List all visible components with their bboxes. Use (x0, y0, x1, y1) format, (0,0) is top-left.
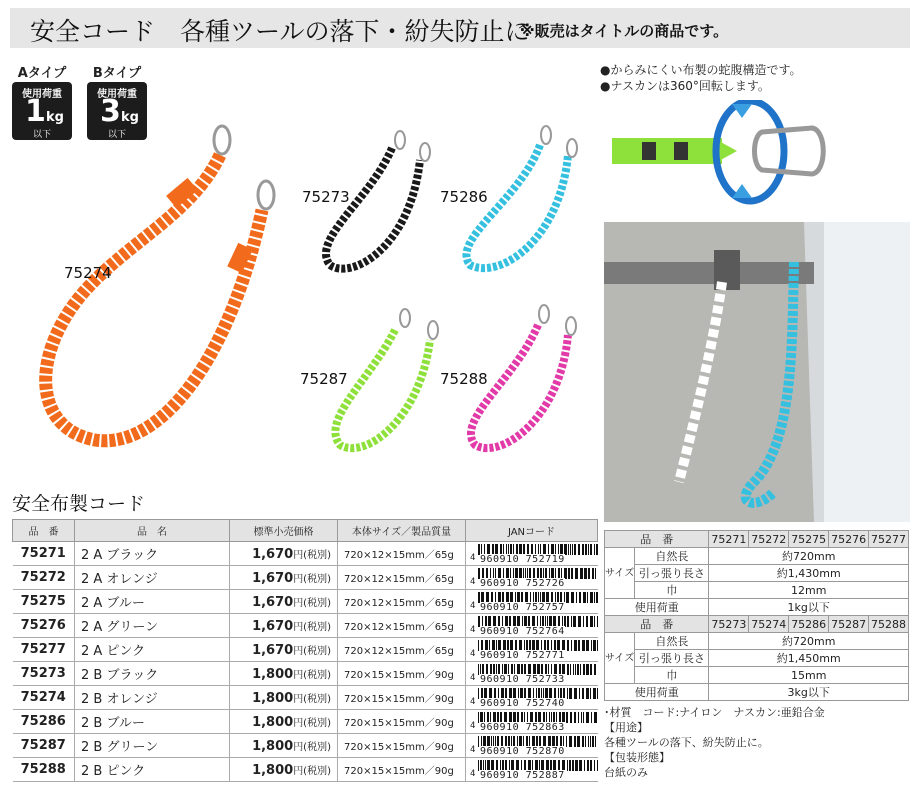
header-size: 本体サイズ／製品質量 (338, 520, 466, 542)
jan-code (466, 566, 598, 590)
product-code: 75273 (13, 662, 75, 686)
table-header-row (13, 520, 598, 542)
spec-a-stretched: 約1,430mm (709, 565, 909, 582)
product-name: 2 B ブルー (75, 710, 230, 734)
header-jan: JANコード (466, 520, 598, 542)
jan-prefix: 4 (470, 745, 476, 755)
price-value: 1,670 (252, 546, 294, 562)
price-value: 1,670 (252, 594, 294, 610)
spec-b-natural-length: 約720mm (709, 633, 909, 650)
product-price (230, 710, 338, 734)
product-label-75288: 75288 (440, 370, 488, 388)
spec-b-stretched: 約1,450mm (709, 650, 909, 667)
product-name: 2 A グリーン (75, 614, 230, 638)
jan-digits: 960910 752887 (480, 770, 565, 781)
product-price (230, 614, 338, 638)
price-tax: 円(税別) (293, 669, 331, 681)
product-name: 2 B ピンク (75, 758, 230, 782)
spec-b-width: 15mm (709, 667, 909, 684)
price-tax: 円(税別) (293, 573, 331, 585)
spec-a-code: 75276 (829, 531, 869, 548)
price-value: 1,800 (252, 714, 294, 730)
spec-a-code: 75271 (709, 531, 749, 548)
product-price (230, 662, 338, 686)
jan-code (466, 662, 598, 686)
spec-b-code: 75287 (829, 616, 869, 633)
jan-digits: 960910 752726 (480, 578, 565, 589)
load-badge-suffix: 以下 (32, 130, 51, 140)
product-rows (13, 542, 598, 782)
jan-prefix: 4 (470, 769, 476, 779)
jan-prefix: 4 (470, 553, 476, 563)
spec-a-code: 75272 (749, 531, 789, 548)
cord-75287-image (335, 309, 438, 448)
product-code: 75287 (13, 734, 75, 758)
product-price (230, 590, 338, 614)
jan-digits: 960910 752740 (480, 698, 565, 709)
table-row (13, 758, 598, 782)
product-price (230, 734, 338, 758)
product-name: 2 A ブラック (75, 542, 230, 566)
price-value: 1,800 (252, 690, 294, 706)
price-tax: 円(税別) (293, 549, 331, 561)
jan-code (466, 710, 598, 734)
spec-b-size-label: サイズ (605, 633, 635, 684)
product-label-75273: 75273 (302, 188, 350, 206)
spec-b-code: 75288 (869, 616, 909, 633)
jan-digits: 960910 752764 (480, 626, 565, 637)
spec-b-natural-length-label: 自然長 (635, 633, 709, 650)
price-tax: 円(税別) (293, 621, 331, 633)
spec-b-code: 75273 (709, 616, 749, 633)
jan-code (466, 542, 598, 566)
product-code: 75286 (13, 710, 75, 734)
product-name: 2 B ブラック (75, 662, 230, 686)
product-name: 2 A オレンジ (75, 566, 230, 590)
product-name: 2 A ブルー (75, 590, 230, 614)
jan-code (466, 614, 598, 638)
price-tax: 円(税別) (293, 693, 331, 705)
spec-b-load-label: 使用荷重 (605, 684, 709, 701)
product-size: 720×15×15mm／90g (338, 662, 466, 686)
spec-a-code: 75277 (869, 531, 909, 548)
package-title: 【包装形態】 (604, 751, 670, 764)
product-price (230, 638, 338, 662)
product-size: 720×15×15mm／90g (338, 758, 466, 782)
swivel-hook-image (612, 100, 832, 206)
load-badge-caption: 使用荷重 (22, 89, 62, 100)
jan-code (466, 758, 598, 782)
jan-prefix: 4 (470, 697, 476, 707)
jan-code (466, 734, 598, 758)
jan-prefix: 4 (470, 601, 476, 611)
feature-item: ●からみにくい布製の蛇腹構造です。 (600, 63, 802, 77)
jan-digits: 960910 752863 (480, 722, 565, 733)
price-value: 1,670 (252, 618, 294, 634)
price-value: 1,800 (252, 738, 294, 754)
load-badge-value: 1 (25, 94, 46, 129)
jan-code (466, 590, 598, 614)
page-title: 安全コード 各種ツールの落下・紛失防止に (30, 17, 530, 46)
load-badge-unit: kg (121, 110, 139, 125)
title-bar (10, 8, 910, 48)
header-price: 標準小売価格 (230, 520, 338, 542)
price-value: 1,800 (252, 762, 294, 778)
product-name: 2 A ピンク (75, 638, 230, 662)
spec-a-code: 75275 (789, 531, 829, 548)
table-row (13, 710, 598, 734)
spec-a-width-label: 巾 (635, 582, 709, 599)
price-tax: 円(税別) (293, 765, 331, 777)
load-badge-unit: kg (46, 110, 64, 125)
product-code: 75274 (13, 686, 75, 710)
product-size: 720×12×15mm／65g (338, 614, 466, 638)
spec-table (604, 530, 909, 701)
product-size: 720×12×15mm／65g (338, 566, 466, 590)
product-size: 720×15×15mm／90g (338, 734, 466, 758)
product-price (230, 758, 338, 782)
table-row (13, 566, 598, 590)
spec-a-natural-length-label: 自然長 (635, 548, 709, 565)
jan-code (466, 638, 598, 662)
jan-digits: 960910 752757 (480, 602, 565, 613)
product-size: 720×12×15mm／65g (338, 542, 466, 566)
spec-b-load: 3kg以下 (709, 684, 909, 701)
product-price (230, 542, 338, 566)
spec-b-width-label: 巾 (635, 667, 709, 684)
load-badge-caption: 使用荷重 (97, 89, 137, 100)
price-value: 1,670 (252, 570, 294, 586)
type-b-label: Bタイプ (92, 66, 142, 81)
product-name: 2 B オレンジ (75, 686, 230, 710)
spec-b-code: 75274 (749, 616, 789, 633)
spec-b-stretched-label: 引っ張り長さ (635, 650, 709, 667)
notes-block (604, 705, 825, 780)
table-row (13, 734, 598, 758)
price-tax: 円(税別) (293, 597, 331, 609)
product-size: 720×15×15mm／90g (338, 710, 466, 734)
usage-title: 【用途】 (604, 721, 648, 734)
price-tax: 円(税別) (293, 645, 331, 657)
spec-a-header: 品 番 (605, 531, 709, 548)
jan-prefix: 4 (470, 625, 476, 635)
product-label-75286: 75286 (440, 188, 488, 206)
sale-note: ※販売はタイトルの商品です。 (520, 22, 729, 40)
header-name: 品 名 (75, 520, 230, 542)
price-value: 1,670 (252, 642, 294, 658)
product-code: 75276 (13, 614, 75, 638)
header-code: 品 番 (13, 520, 75, 542)
product-label-75287: 75287 (300, 370, 348, 388)
product-code: 75272 (13, 566, 75, 590)
spec-a-width: 12mm (709, 582, 909, 599)
product-code: 75271 (13, 542, 75, 566)
table-row (13, 542, 598, 566)
product-price (230, 566, 338, 590)
product-code: 75277 (13, 638, 75, 662)
jan-digits: 960910 752733 (480, 674, 565, 685)
spec-a-stretched-label: 引っ張り長さ (635, 565, 709, 582)
product-code: 75275 (13, 590, 75, 614)
price-tax: 円(税別) (293, 717, 331, 729)
jan-prefix: 4 (470, 577, 476, 587)
spec-b-header: 品 番 (605, 616, 709, 633)
spec-b-code: 75286 (789, 616, 829, 633)
type-a-label: Aタイプ (17, 66, 67, 81)
product-size: 720×12×15mm／65g (338, 638, 466, 662)
spec-a-load-label: 使用荷重 (605, 599, 709, 616)
jan-prefix: 4 (470, 721, 476, 731)
feature-item: ●ナスカンは360°回転します。 (600, 79, 770, 93)
table-row (13, 590, 598, 614)
jan-digits: 960910 752719 (480, 554, 565, 565)
jan-digits: 960910 752771 (480, 650, 565, 661)
material-note: ･材質 コード:ナイロン ナスカン:亜鉛合金 (604, 706, 825, 719)
cord-75274-image (46, 126, 274, 441)
product-code: 75288 (13, 758, 75, 782)
feature-list (600, 62, 802, 94)
spec-a-size-label: サイズ (605, 548, 635, 599)
table-row (13, 686, 598, 710)
section-title: 安全布製コード (12, 493, 146, 515)
table-row (13, 638, 598, 662)
price-tax: 円(税別) (293, 741, 331, 753)
table-row (13, 614, 598, 638)
load-badge-value: 3 (100, 94, 121, 129)
product-name: 2 B グリーン (75, 734, 230, 758)
spec-a-load: 1kg以下 (709, 599, 909, 616)
product-price (230, 686, 338, 710)
jan-prefix: 4 (470, 649, 476, 659)
package-text: 台紙のみ (604, 766, 648, 779)
jan-code (466, 686, 598, 710)
usage-photo (604, 222, 910, 522)
table-row (13, 662, 598, 686)
price-value: 1,800 (252, 666, 294, 682)
product-size: 720×15×15mm／90g (338, 686, 466, 710)
spec-a-natural-length: 約720mm (709, 548, 909, 565)
product-size: 720×12×15mm／65g (338, 590, 466, 614)
jan-digits: 960910 752870 (480, 746, 565, 757)
jan-prefix: 4 (470, 673, 476, 683)
load-badge-suffix: 以下 (107, 130, 126, 140)
product-label-75274: 75274 (64, 264, 112, 282)
usage-text: 各種ツールの落下、紛失防止に。 (604, 736, 769, 749)
product-table (12, 519, 598, 782)
